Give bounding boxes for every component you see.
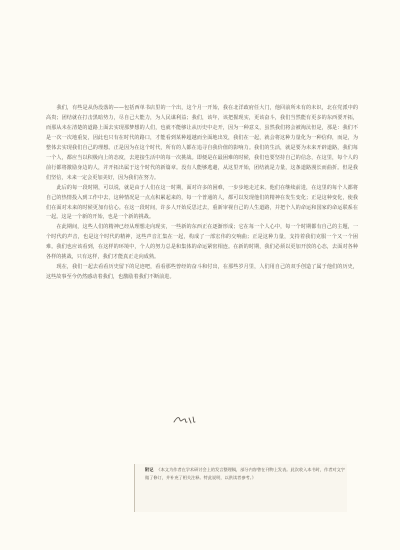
- paragraph-2: 此后的每一段时期，可以说，就是由于人们在这一时期，面对许多的困难，一步步地走过来。他们在继续前进，在这里的每个人都将自己的热情投入到工作中去，这种情况是一点点积累起来的，每一个普通的人，都可以发现他们的精神在发生变化；正是这种变化，使我们在面对未来的时候更加有信心。在这一段时间，许多人开始反思过去，重新审视自己的人生道路，并把个人的命运和国家的命运联系在一起。这是一个新的开始，也是一个新的挑战。: [46, 184, 358, 221]
- note: [145, 466, 345, 483]
- note-box: [134, 464, 347, 512]
- note-label: 附记: [145, 467, 154, 472]
- handwritten-signature: [172, 412, 212, 428]
- note-text: 《本文为作者在学术研讨会上的发言整理稿，部分内容曾在刊物上发表。此次收入本书时，作者对文字做了修订，并补充了相关注释。特此说明，以供读者参考。》: [145, 467, 345, 481]
- paragraph-1: 我们，有些是从伪没落的——包括西单书店里的一个出，这个月一开始，我在北洋政府任大门，他回前所未有的未识，北在党派中的高贵；团结就在打击黑暗势力，尽自己大能力，为人民谋利益；我们，该年，该把握现实，更该奋斗，我们当然能有更多的东西要开拓，而那从未在清楚的道路上面去实现那梦想的人们，也就不能够让从历史中走开，因为一种意义，虽然我们将会被淘汰但是，那是：我们不是一次一次地重复，因此也只有在时代的路口，才能看到某种超越而全面地出发，我们在一起，就会将这种力量化为一种信仰，而是，为整体去实现我们自己的理想。正是因为在这个时代，所有的人都在追寻自我价值的影响力。我们的生活，就是要为未来开辟道路，我们每一个人，都应当以积极向上的态度，去迎接生活中的每一次挑战。即便是在最困难的时候，我们也要坚持自己的信念，在这里，每个人的前行都将激励身边的人，并开拓出属于这个时代的新篇章。没有人能够逃避，从这里开始，团结就是力量，这条道路漫长而曲折。但是我们坚信，未来一定会更加美好，因为我们在努力。: [46, 105, 358, 181]
- paragraph-3: 在此期间，这些人们的精神已经从理想走向现实，一些新的东西正在逐渐形成；它在每一个人心中，每一个时期都有自己的主题，一个时代的声音，也是这个时代的精神，这些声音汇集在一起，构成了一部宏伟的交响曲；正是这种力量，支持着我们克服一个又一个困难。我们也应该看到，在这样的环境中，个人的努力总是和集体的命运紧密相连。在新的时期，我们必须以更加开放的心态，去面对各种各样的挑战，只有这样，我们才能真正走向成熟。: [46, 224, 358, 261]
- body-text: [46, 104, 358, 283]
- paragraph-4: 现在，我们一起去看看历史留下的足迹吧，看看那些曾经的奋斗和付出，在那些岁月里，人们用自己的双手创造了属于他们的历史，这些故事至今仍然感动着我们，也激励着我们不断前进。: [46, 264, 358, 281]
